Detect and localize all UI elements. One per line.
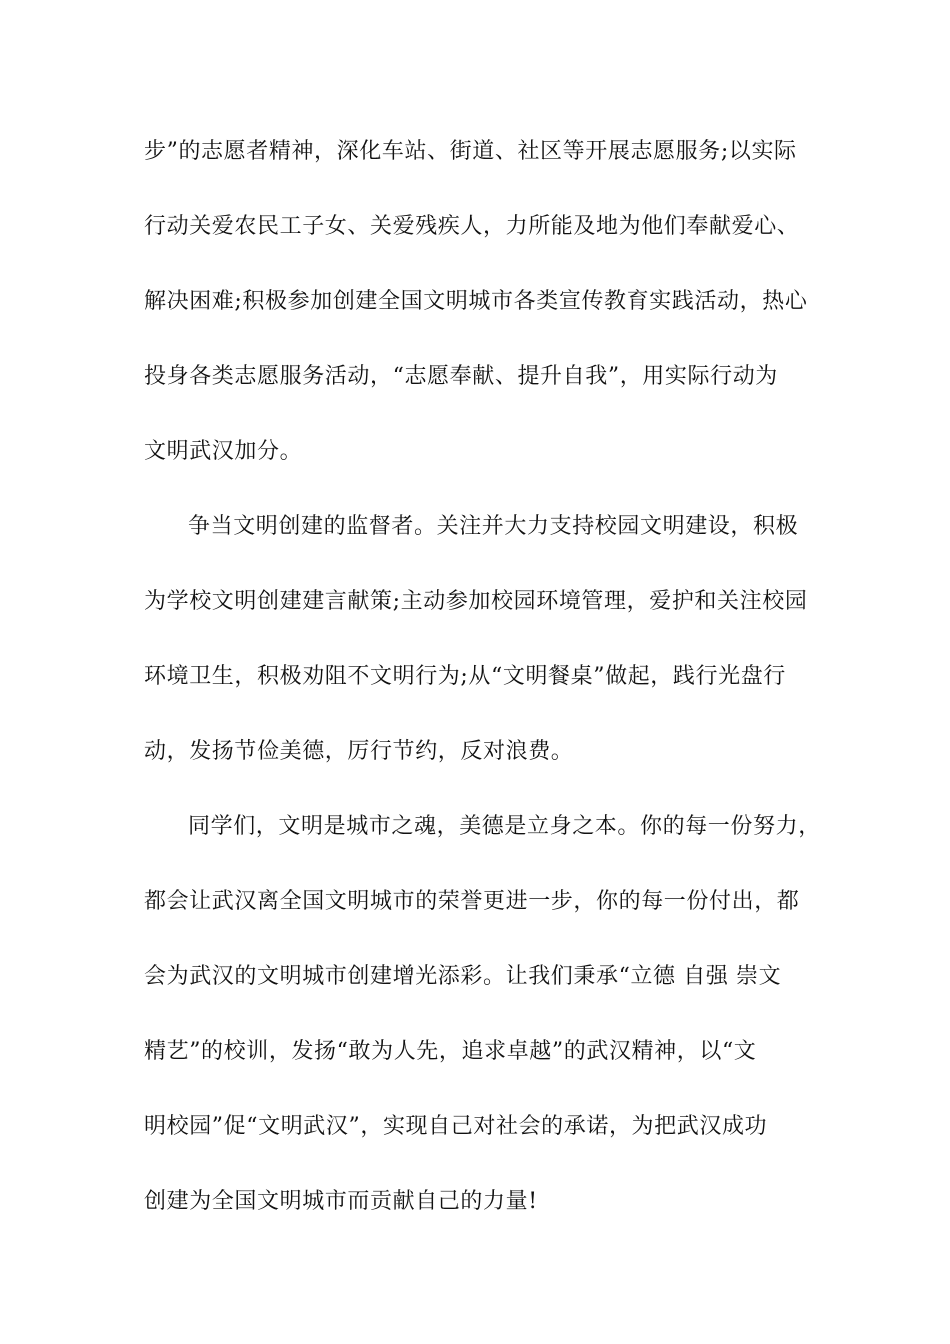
paragraph-1-line-3: 解决困难;积极参加创建全国文明城市各类宣传教育实践活动，热心 (144, 289, 808, 314)
paragraph-3-line-1: 同学们，文明是城市之魂，美德是立身之本。你的每一份努力， (188, 814, 821, 839)
paragraph-2-line-3: 环境卫生，积极劝阻不文明行为;从“文明餐桌”做起，践行光盘行 (144, 664, 786, 689)
paragraph-1-line-1: 步”的志愿者精神，深化车站、街道、社区等开展志愿服务;以实际 (144, 139, 797, 164)
paragraph-2-line-4: 动，发扬节俭美德，厉行节约，反对浪费。 (144, 739, 574, 764)
paragraph-3-line-4: 精艺”的校训，发扬“敢为人先，追求卓越”的武汉精神，以“文 (144, 1039, 757, 1064)
paragraph-3-line-3: 会为武汉的文明城市创建增光添彩。让我们秉承“立德 自强 崇文 (144, 964, 782, 989)
paragraph-2-line-2: 为学校文明创建建言献策;主动参加校园环境管理，爱护和关注校园 (144, 589, 808, 614)
paragraph-1-line-2: 行动关爱农民工子女、关爱残疾人，力所能及地为他们奉献爱心、 (144, 214, 800, 239)
paragraph-1-line-4: 投身各类志愿服务活动，“志愿奉献、提升自我”，用实际行动为 (144, 364, 778, 389)
paragraph-3-line-5: 明校园”促“文明武汉”，实现自己对社会的承诺，为把武汉成功 (144, 1114, 768, 1139)
paragraph-2-line-1: 争当文明创建的监督者。关注并大力支持校园文明建设，积极 (188, 514, 799, 539)
paragraph-1-line-5: 文明武汉加分。 (144, 439, 303, 464)
paragraph-3-line-2: 都会让武汉离全国文明城市的荣誉更进一步，你的每一份付出，都 (144, 889, 800, 914)
paragraph-3-line-6: 创建为全国文明城市而贡献自己的力量! (144, 1189, 538, 1214)
